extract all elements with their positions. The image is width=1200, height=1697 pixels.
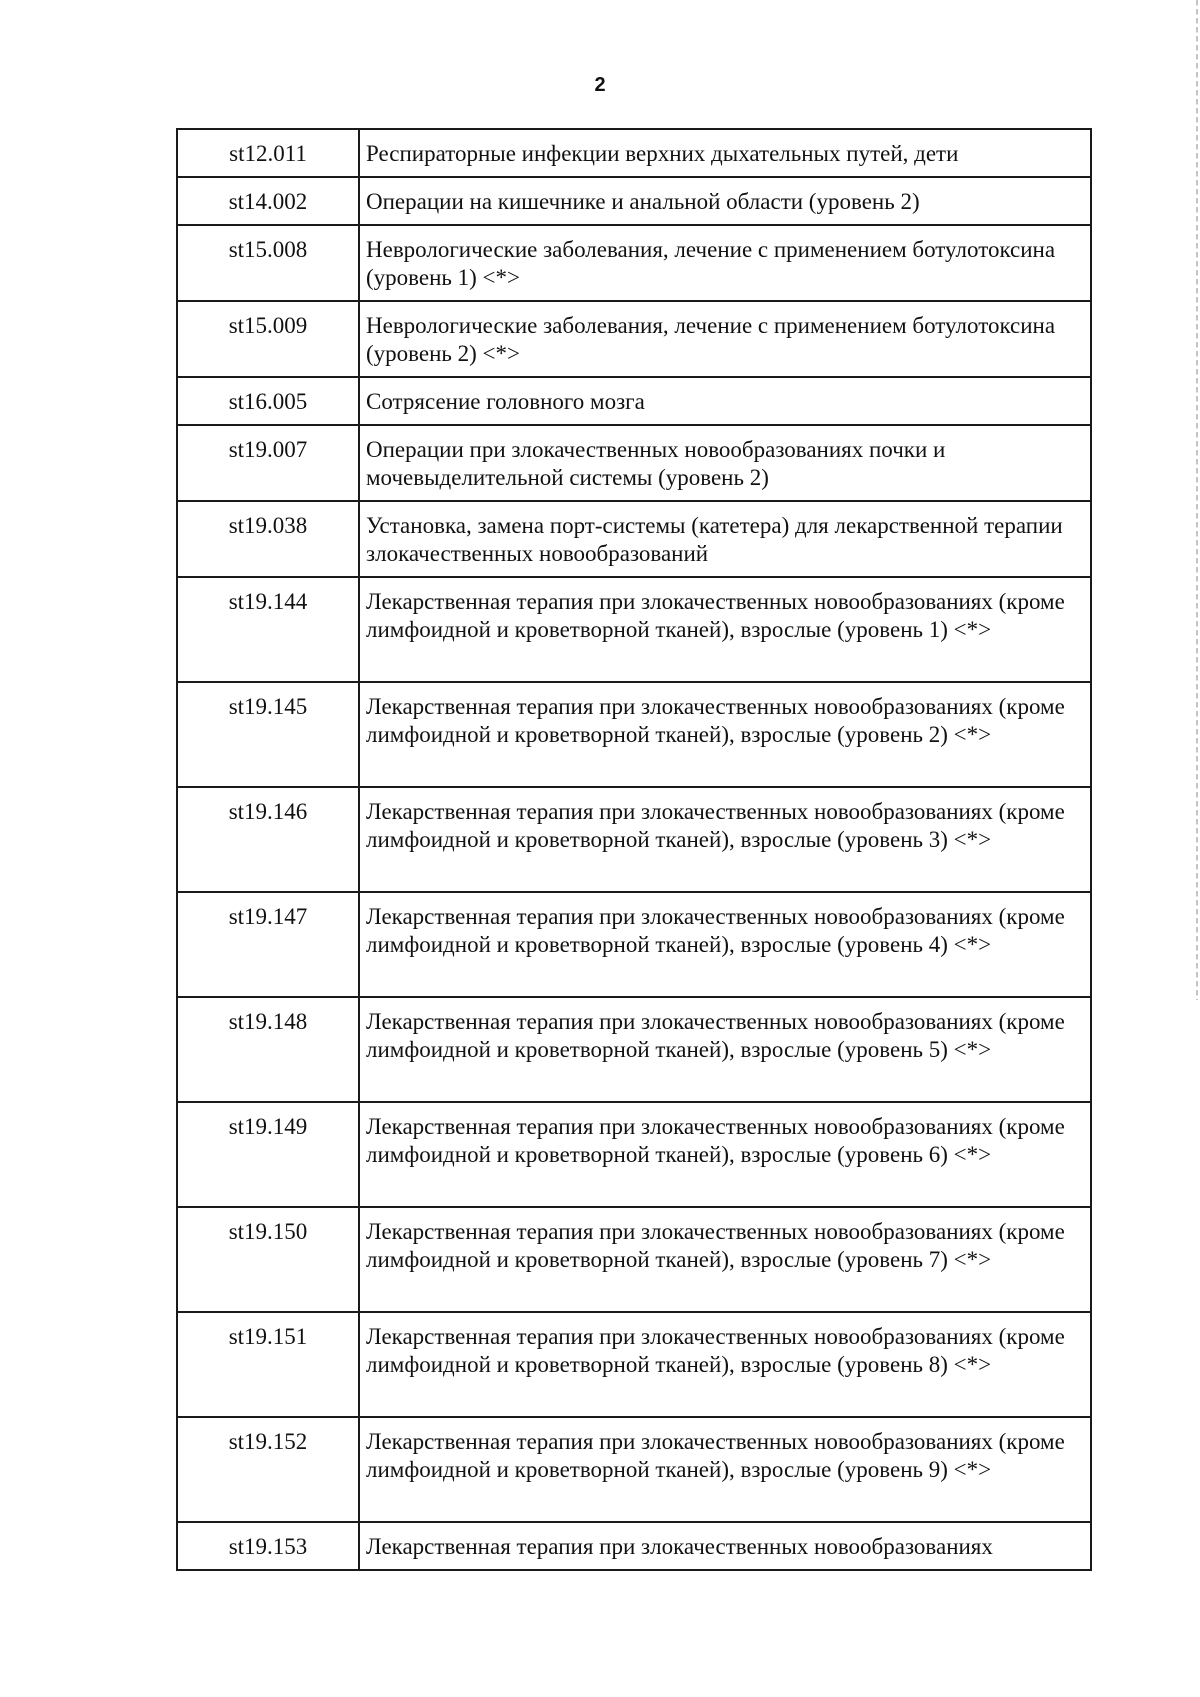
code-cell: st15.008 [177, 225, 359, 301]
table-row [177, 577, 1091, 682]
description-cell: Лекарственная терапия при злокачественных новообразованиях (кроме лимфоидной и кроветворной тканей), взрослые (уровень 4) <*> [359, 892, 1091, 997]
table-row [177, 1102, 1091, 1207]
table-row [177, 177, 1091, 225]
description-cell: Лекарственная терапия при злокачественных новообразованиях (кроме лимфоидной и кроветворной тканей), взрослые (уровень 5) <*> [359, 997, 1091, 1102]
code-cell: st19.147 [177, 892, 359, 997]
description-cell: Лекарственная терапия при злокачественных новообразованиях (кроме лимфоидной и кроветворной тканей), взрослые (уровень 6) <*> [359, 1102, 1091, 1207]
table-row [177, 225, 1091, 301]
code-cell: st19.153 [177, 1522, 359, 1570]
code-cell: st19.146 [177, 787, 359, 892]
description-cell: Неврологические заболевания, лечение с применением ботулотоксина (уровень 2) <*> [359, 301, 1091, 377]
code-cell: st15.009 [177, 301, 359, 377]
description-cell: Сотрясение головного мозга [359, 377, 1091, 425]
table-row [177, 1207, 1091, 1312]
description-cell: Операции при злокачественных новообразованиях почки и мочевыделительной системы (уровень 2) [359, 425, 1091, 501]
description-cell: Установка, замена порт-системы (катетера) для лекарственной терапии злокачественных новообразований [359, 501, 1091, 577]
table-row [177, 377, 1091, 425]
page-number: 2 [594, 74, 606, 96]
description-cell: Лекарственная терапия при злокачественных новообразованиях (кроме лимфоидной и кроветворной тканей), взрослые (уровень 1) <*> [359, 577, 1091, 682]
table-row [177, 997, 1091, 1102]
description-cell: Лекарственная терапия при злокачественных новообразованиях [359, 1522, 1091, 1570]
description-cell: Лекарственная терапия при злокачественных новообразованиях (кроме лимфоидной и кроветворной тканей), взрослые (уровень 7) <*> [359, 1207, 1091, 1312]
code-cell: st19.150 [177, 1207, 359, 1312]
table-row [177, 787, 1091, 892]
scan-edge-line [1196, 0, 1198, 1000]
code-cell: st19.152 [177, 1417, 359, 1522]
description-cell: Операции на кишечнике и анальной области (уровень 2) [359, 177, 1091, 225]
table-row [177, 892, 1091, 997]
code-cell: st16.005 [177, 377, 359, 425]
description-cell: Лекарственная терапия при злокачественных новообразованиях (кроме лимфоидной и кроветворной тканей), взрослые (уровень 3) <*> [359, 787, 1091, 892]
description-cell: Неврологические заболевания, лечение с применением ботулотоксина (уровень 1) <*> [359, 225, 1091, 301]
code-cell: st19.148 [177, 997, 359, 1102]
description-cell: Лекарственная терапия при злокачественных новообразованиях (кроме лимфоидной и кроветворной тканей), взрослые (уровень 2) <*> [359, 682, 1091, 787]
code-cell: st12.011 [177, 129, 359, 177]
code-cell: st19.151 [177, 1312, 359, 1417]
table-row [177, 501, 1091, 577]
description-cell: Лекарственная терапия при злокачественных новообразованиях (кроме лимфоидной и кроветворной тканей), взрослые (уровень 8) <*> [359, 1312, 1091, 1417]
code-cell: st19.145 [177, 682, 359, 787]
code-cell: st19.149 [177, 1102, 359, 1207]
code-cell: st19.144 [177, 577, 359, 682]
description-cell: Респираторные инфекции верхних дыхательных путей, дети [359, 129, 1091, 177]
table-row [177, 301, 1091, 377]
table-row [177, 1312, 1091, 1417]
code-cell: st19.007 [177, 425, 359, 501]
table-row [177, 129, 1091, 177]
code-table [176, 128, 1092, 1571]
table-row [177, 1522, 1091, 1570]
table-row [177, 1417, 1091, 1522]
table-row [177, 425, 1091, 501]
description-cell: Лекарственная терапия при злокачественных новообразованиях (кроме лимфоидной и кроветворной тканей), взрослые (уровень 9) <*> [359, 1417, 1091, 1522]
code-cell: st14.002 [177, 177, 359, 225]
code-cell: st19.038 [177, 501, 359, 577]
table-row [177, 682, 1091, 787]
